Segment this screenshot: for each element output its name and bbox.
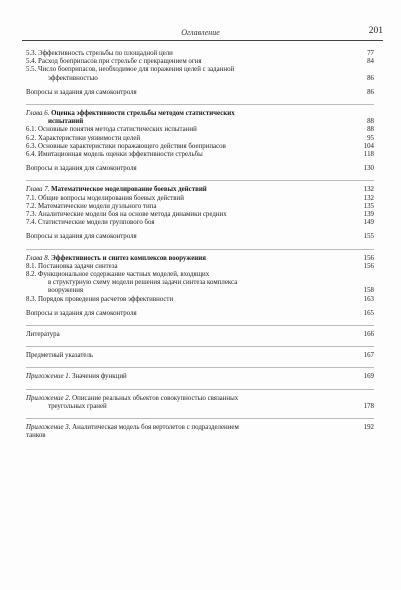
toc-entry: 7.1. Общие вопросы моделирования боевых действий 132 xyxy=(26,194,374,202)
toc-entry: 5.4. Расход боеприпасов при стрельбе с прекращением огня 84 xyxy=(26,58,374,66)
toc-questions: Вопросы и задания для самоконтроля 165 xyxy=(26,309,374,317)
toc-chapter-8: Глава 8. Эффективность и синтез комплексов вооружения 156 xyxy=(26,254,374,262)
toc-index: Предметный указатель 167 xyxy=(26,352,374,360)
toc-appendix-3-cont: танков xyxy=(26,432,46,440)
running-header-title: Оглавление xyxy=(181,28,220,37)
divider xyxy=(26,325,374,326)
divider xyxy=(26,367,374,368)
toc-appendix-1: Приложение 1. Значения функций 169 xyxy=(26,373,374,381)
table-of-contents xyxy=(26,50,374,441)
divider xyxy=(26,104,374,105)
toc-entry: 5.5. Число боеприпасов, необходимое для поражения целей с заданной xyxy=(26,66,235,74)
toc-entry: 7.2. Математические модели дуэльного типа 135 xyxy=(26,202,374,210)
toc-entry: в структурную схему модели решения задачи синтеза комплекса xyxy=(48,279,238,287)
toc-appendix-2: Приложение 2. Описание реальных объектов совокупностью связанных xyxy=(26,394,239,402)
divider xyxy=(26,249,374,250)
toc-entry: 8.1. Постановка задачи синтеза 156 xyxy=(26,262,374,270)
header-rule xyxy=(22,40,383,41)
toc-questions: Вопросы и задания для самоконтроля 86 xyxy=(26,88,374,96)
divider xyxy=(26,389,374,390)
toc-entry: 7.3. Аналитические модели боя на основе метода динамики средних 139 xyxy=(26,211,374,219)
toc-entry: 5.3. Эффективность стрельбы по площадной цели 77 xyxy=(26,50,374,57)
toc-entry: 6.4. Имитационная модель оценки эффективности стрельбы 118 xyxy=(26,151,374,159)
toc-appendix-2-cont: треугольных граней 178 xyxy=(48,402,374,410)
toc-entry: вооружения 158 xyxy=(48,287,374,295)
divider xyxy=(26,180,374,181)
divider xyxy=(26,418,374,419)
toc-entry: 6.1. Основные понятия метода статистических испытаний 88 xyxy=(26,126,374,134)
toc-chapter-6: Глава 6. Оценка эффективности стрельбы методом статистических xyxy=(26,110,235,118)
toc-entry: эффективностью 86 xyxy=(48,74,374,82)
toc-entry: 6.2. Характеристики уязвимости целей 95 xyxy=(26,134,374,142)
toc-literature: Литература 166 xyxy=(26,331,374,339)
toc-appendix-3: Приложение 3. Аналитическая модель боя вертолетов с подразделением 192 xyxy=(26,424,374,432)
toc-entry: 6.3. Основные характеристики поражающего действия боеприпасов 104 xyxy=(26,142,374,150)
toc-chapter-7: Глава 7. Математическое моделирование боевых действий 132 xyxy=(26,186,374,194)
toc-chapter-6-cont: испытаний 88 xyxy=(48,118,374,126)
toc-entry: 8.2. Функциональное содержание частных моделей, входящих xyxy=(26,271,210,279)
page-number: 201 xyxy=(368,26,383,36)
toc-questions: Вопросы и задания для самоконтроля 130 xyxy=(26,165,374,173)
toc-entry: 7.4. Статистические модели группового боя 149 xyxy=(26,219,374,227)
toc-questions: Вопросы и задания для самоконтроля 155 xyxy=(26,233,374,241)
toc-entry: 8.3. Порядок проведения расчетов эффективности 163 xyxy=(26,295,374,303)
divider xyxy=(26,346,374,347)
